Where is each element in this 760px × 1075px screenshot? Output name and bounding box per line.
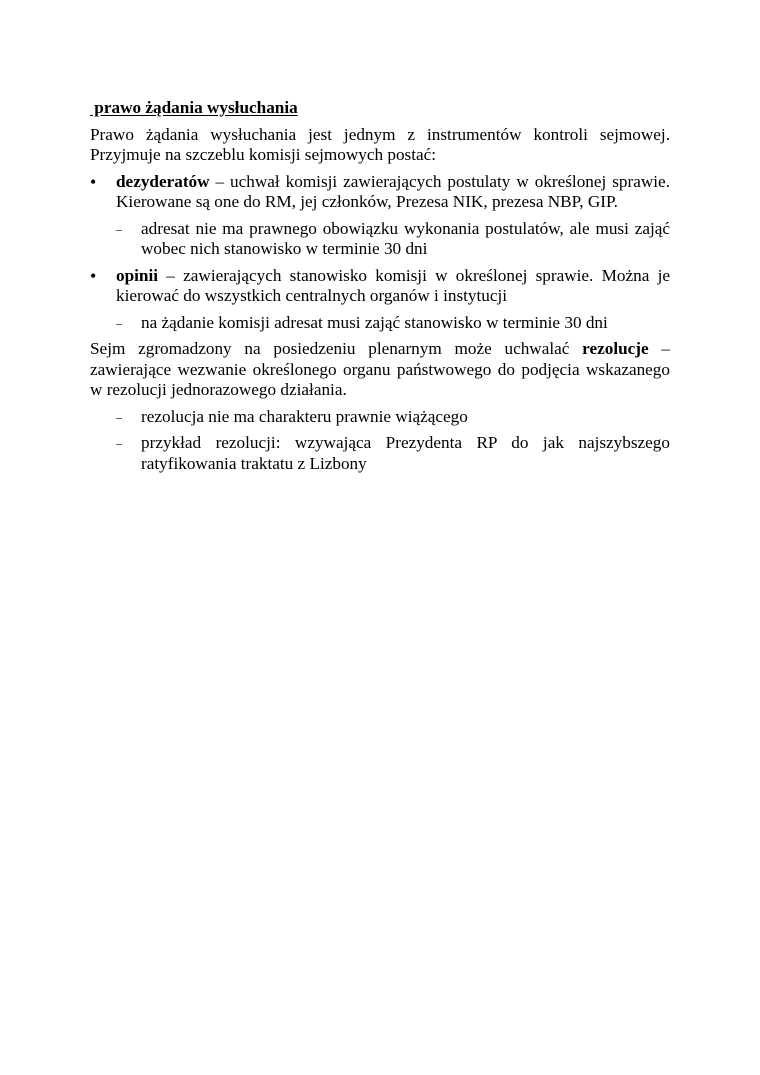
term-rezolucje: rezolucje bbox=[582, 339, 649, 358]
dash-text: przykład rezolucji: wzywająca Prezydenta RP do jak najszybszego ratyfikowania traktatu z Lizbony bbox=[141, 433, 670, 473]
intro-paragraph: Prawo żądania wysłuchania jest jednym z instrumentów kontroli sejmowej. Przyjmuje na szczeblu komisji sejmowych postać: bbox=[90, 124, 670, 164]
dash-icon: – bbox=[116, 221, 122, 236]
term-dezyderaty: dezyderatów bbox=[116, 171, 210, 191]
dash-item-dezyderaty-note bbox=[90, 219, 670, 260]
dash-icon: – bbox=[116, 315, 122, 330]
bullet-text: – zawierających stanowisko komisji w określonej sprawie. Można je kierować do wszystkich centralnych organów i instytucji bbox=[116, 265, 670, 305]
sejm-text-after: – zawierające wezwanie określonego organu państwowego do podjęcia wskazanego w rezolucji jednorazowego działania. bbox=[90, 339, 670, 399]
dash-item-rezolucja-2 bbox=[90, 433, 670, 474]
document-page bbox=[90, 98, 670, 480]
sejm-text-before: Sejm zgromadzony na posiedzeniu plenarnym może uchwalać bbox=[90, 339, 583, 358]
dash-item-opinie-note bbox=[90, 313, 670, 334]
dash-text: rezolucja nie ma charakteru prawnie wiążącego bbox=[141, 406, 468, 426]
dash-icon: – bbox=[116, 436, 122, 450]
bullet-icon: • bbox=[90, 265, 97, 286]
bullet-icon: • bbox=[90, 171, 97, 192]
section-heading: prawo żądania wysłuchania bbox=[90, 98, 298, 117]
sejm-paragraph bbox=[90, 339, 670, 401]
bullet-item-opinie bbox=[90, 266, 670, 307]
dash-text: na żądanie komisji adresat musi zająć stanowisko w terminie 30 dni bbox=[141, 312, 608, 332]
dash-icon: – bbox=[116, 409, 122, 424]
dash-item-rezolucja-1 bbox=[90, 407, 670, 428]
bullet-item-dezyderaty bbox=[90, 172, 670, 213]
bullet-text: – uchwał komisji zawierających postulaty w określonej sprawie. Kierowane są one do RM, jej członków, Prezesa NIK, prezesa NBP, GIP. bbox=[116, 171, 670, 211]
term-opinie: opinii bbox=[116, 265, 159, 285]
dash-text: adresat nie ma prawnego obowiązku wykonania postulatów, ale musi zająć wobec nich stanowisko w terminie 30 dni bbox=[141, 218, 670, 258]
